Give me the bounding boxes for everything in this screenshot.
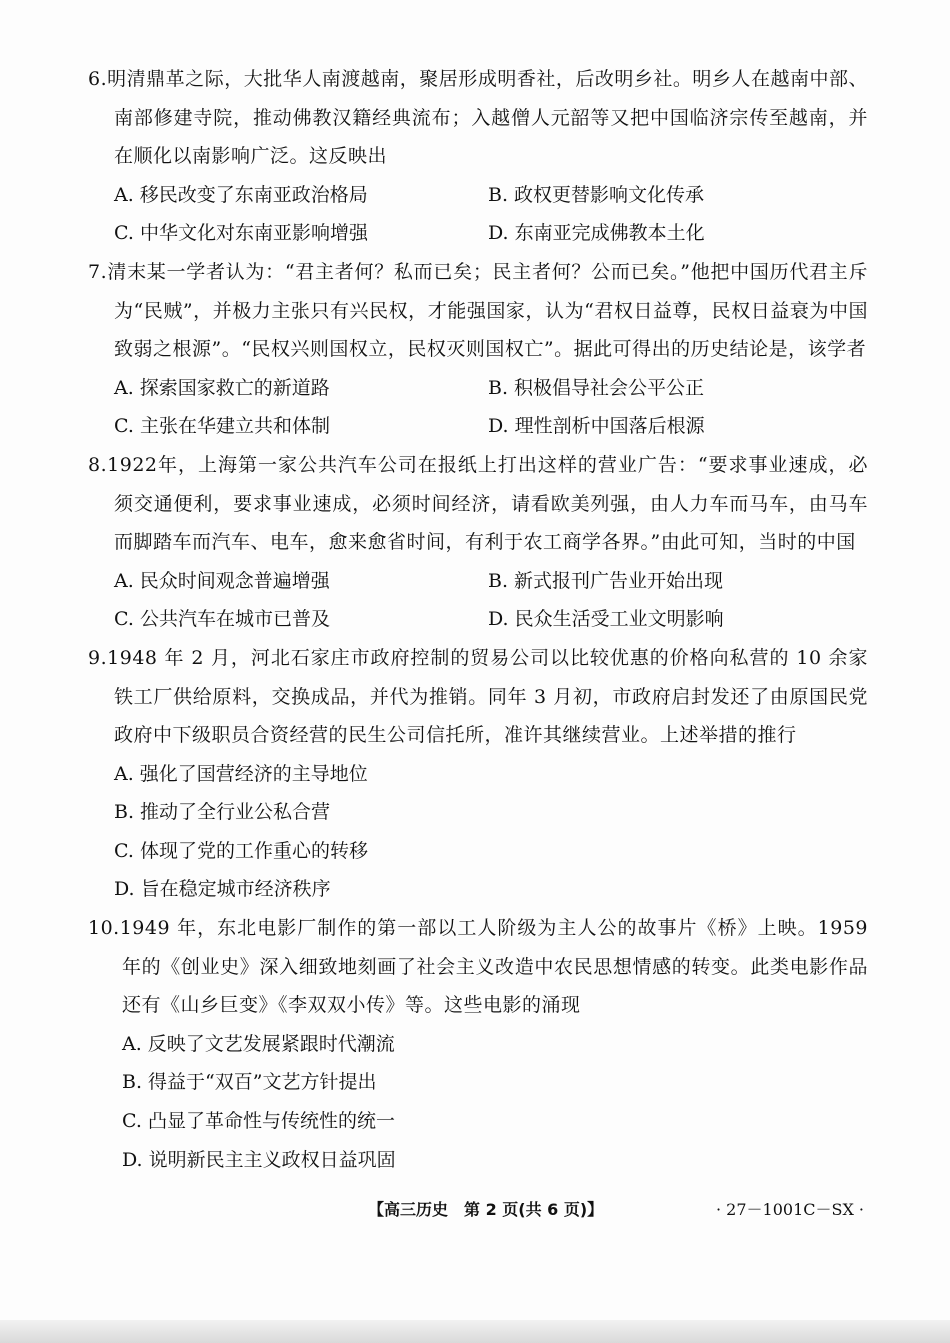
question-number: 10. bbox=[88, 917, 120, 940]
question-7 bbox=[88, 253, 868, 446]
option-list bbox=[88, 1025, 868, 1179]
question-9 bbox=[88, 639, 868, 909]
question-number: 6. bbox=[88, 68, 108, 90]
question-number: 8. bbox=[88, 453, 108, 476]
option-c[interactable]: C. 凸显了革命性与传统性的统一 bbox=[122, 1110, 395, 1133]
option-list bbox=[88, 755, 868, 909]
option-c[interactable]: C. 中华文化对东南亚影响增强 bbox=[114, 222, 368, 245]
option-list bbox=[88, 176, 868, 253]
option-a[interactable]: A. 反映了文艺发展紧跟时代潮流 bbox=[122, 1032, 395, 1055]
option-d[interactable]: D. 民众生活受工业文明影响 bbox=[488, 608, 724, 631]
question-text: 明清鼎革之际，大批华人南渡越南，聚居形成明香社，后改明乡社。明乡人在越南中部、南部修建寺院，推动佛教汉籍经典流布；入越僧人元韶等又把中国临济宗传至越南，并在顺化以南影响广泛。这反映出 bbox=[107, 68, 868, 168]
question-stem bbox=[88, 60, 868, 176]
question-number: 7. bbox=[88, 260, 108, 283]
question-8 bbox=[88, 446, 868, 639]
question-text: 清末某一学者认为：“君主者何？私而已矣；民主者何？公而已矣。”他把中国历代君主斥为“民贼”，并极力主张只有兴民权，才能强国家，认为“君权日益尊，民权日益衰为中国致弱之根源”。“民权兴则国权立，民权灭则国权亡”。据此可得出的历史结论是，该学者 bbox=[107, 260, 868, 361]
option-b[interactable]: B. 推动了全行业公私合营 bbox=[114, 801, 331, 824]
option-b[interactable]: B. 政权更替影响文化传承 bbox=[488, 183, 705, 206]
option-a[interactable]: A. 强化了国营经济的主导地位 bbox=[114, 762, 368, 785]
question-list bbox=[88, 60, 868, 1179]
option-list bbox=[88, 369, 868, 446]
question-stem bbox=[88, 909, 868, 1025]
question-stem bbox=[88, 253, 868, 369]
option-a[interactable]: A. 民众时间观念普遍增强 bbox=[114, 569, 330, 592]
option-a[interactable]: A. 移民改变了东南亚政治格局 bbox=[114, 183, 368, 206]
question-number: 9. bbox=[88, 646, 108, 669]
option-d[interactable]: D. 理性剖析中国落后根源 bbox=[488, 415, 705, 438]
option-b[interactable]: B. 新式报刊广告业开始出现 bbox=[488, 569, 724, 592]
question-6 bbox=[88, 60, 868, 253]
option-c[interactable]: C. 公共汽车在城市已普及 bbox=[114, 608, 330, 631]
option-d[interactable]: D. 旨在稳定城市经济秩序 bbox=[114, 878, 331, 901]
question-10 bbox=[88, 909, 868, 1179]
question-stem bbox=[88, 639, 868, 755]
page-number-label: 【高三历史 第 2 页(共 6 页)】 bbox=[368, 1200, 604, 1219]
option-c[interactable]: C. 体现了党的工作重心的转移 bbox=[114, 839, 368, 862]
option-c[interactable]: C. 主张在华建立共和体制 bbox=[114, 415, 330, 438]
option-b[interactable]: B. 积极倡导社会公平公正 bbox=[488, 376, 705, 399]
page-footer bbox=[0, 1197, 950, 1227]
question-text: 1949 年，东北电影厂制作的第一部以工人阶级为主人公的故事片《桥》上映。1959 年的《创业史》深入细致地刻画了社会主义改造中农民思想情感的转变。此类电影作品还有《山乡巨变》《李双双小传》等。这些电影的涌现 bbox=[119, 917, 868, 1017]
question-stem bbox=[88, 446, 868, 562]
option-list bbox=[88, 562, 868, 639]
question-text: 1948 年 2 月，河北石家庄市政府控制的贸易公司以比较优惠的价格向私营的 10 余家铁工厂供给原料，交换成品，并代为推销。同年 3 月初，市政府启封发还了由原国民党政府中下级职员合资经营的民生公司信托所，准许其继续营业。上述举措的推行 bbox=[107, 646, 868, 747]
option-d[interactable]: D. 东南亚完成佛教本土化 bbox=[488, 222, 705, 245]
option-d[interactable]: D. 说明新民主主义政权日益巩固 bbox=[122, 1148, 396, 1171]
scan-edge bbox=[0, 1320, 950, 1343]
question-text: 1922年，上海第一家公共汽车公司在报纸上打出这样的营业广告：“要求事业速成，必须交通便利，要求事业速成，必须时间经济，请看欧美列强，由人力车而马车，由马车而脚踏车而汽车、电车，愈来愈省时间，有利于农工商学各界。”由此可知，当时的中国 bbox=[107, 453, 868, 554]
option-b[interactable]: B. 得益于“双百”文艺方针提出 bbox=[122, 1071, 377, 1094]
exam-code: · 27－1001C－SX · bbox=[716, 1200, 865, 1219]
option-a[interactable]: A. 探索国家救亡的新道路 bbox=[114, 376, 330, 399]
